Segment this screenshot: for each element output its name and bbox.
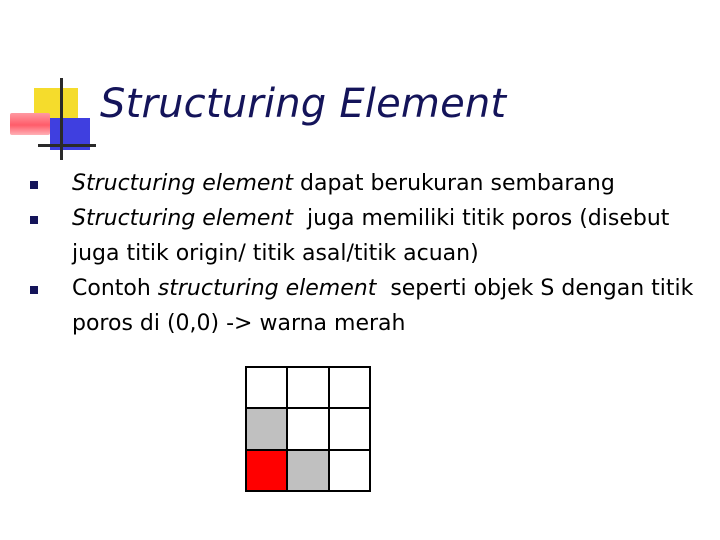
slide-logo-decoration — [0, 0, 110, 170]
grid-cell-empty — [246, 367, 287, 408]
grid-cell-filled — [246, 408, 287, 449]
logo-pink-bar — [10, 113, 50, 135]
logo-vertical-line — [60, 78, 63, 160]
bullet-square-icon — [30, 216, 38, 224]
structuring-element-grid — [245, 366, 371, 492]
bullet-square-icon — [30, 181, 38, 189]
grid-cell-filled — [287, 450, 328, 491]
bullet-italic-term: structuring element — [157, 276, 377, 301]
bullet-item — [28, 201, 708, 271]
grid-cell-empty — [329, 367, 370, 408]
logo-horizontal-line — [38, 144, 96, 147]
grid-cell-empty — [329, 450, 370, 491]
grid-cell-empty — [287, 408, 328, 449]
grid-cell-origin — [246, 450, 287, 491]
slide-title: Structuring Element — [100, 81, 507, 127]
grid-cell-empty — [329, 408, 370, 449]
bullet-italic-term: Structuring element — [72, 206, 294, 231]
grid-cell-empty — [287, 367, 328, 408]
bullet-text: dapat berukuran sembarang — [293, 171, 615, 196]
bullet-list — [28, 166, 708, 341]
bullet-item — [28, 271, 708, 341]
bullet-square-icon — [30, 286, 38, 294]
bullet-text: seperti objek S dengan titik poros di (0,0) -> warna merah — [72, 276, 701, 336]
bullet-item — [28, 166, 708, 201]
bullet-prefix: Contoh — [72, 276, 158, 301]
bullet-text: juga memiliki titik poros (disebut juga titik origin/ titik asal/titik acuan) — [72, 206, 677, 266]
bullet-italic-term: Structuring element — [72, 171, 294, 196]
